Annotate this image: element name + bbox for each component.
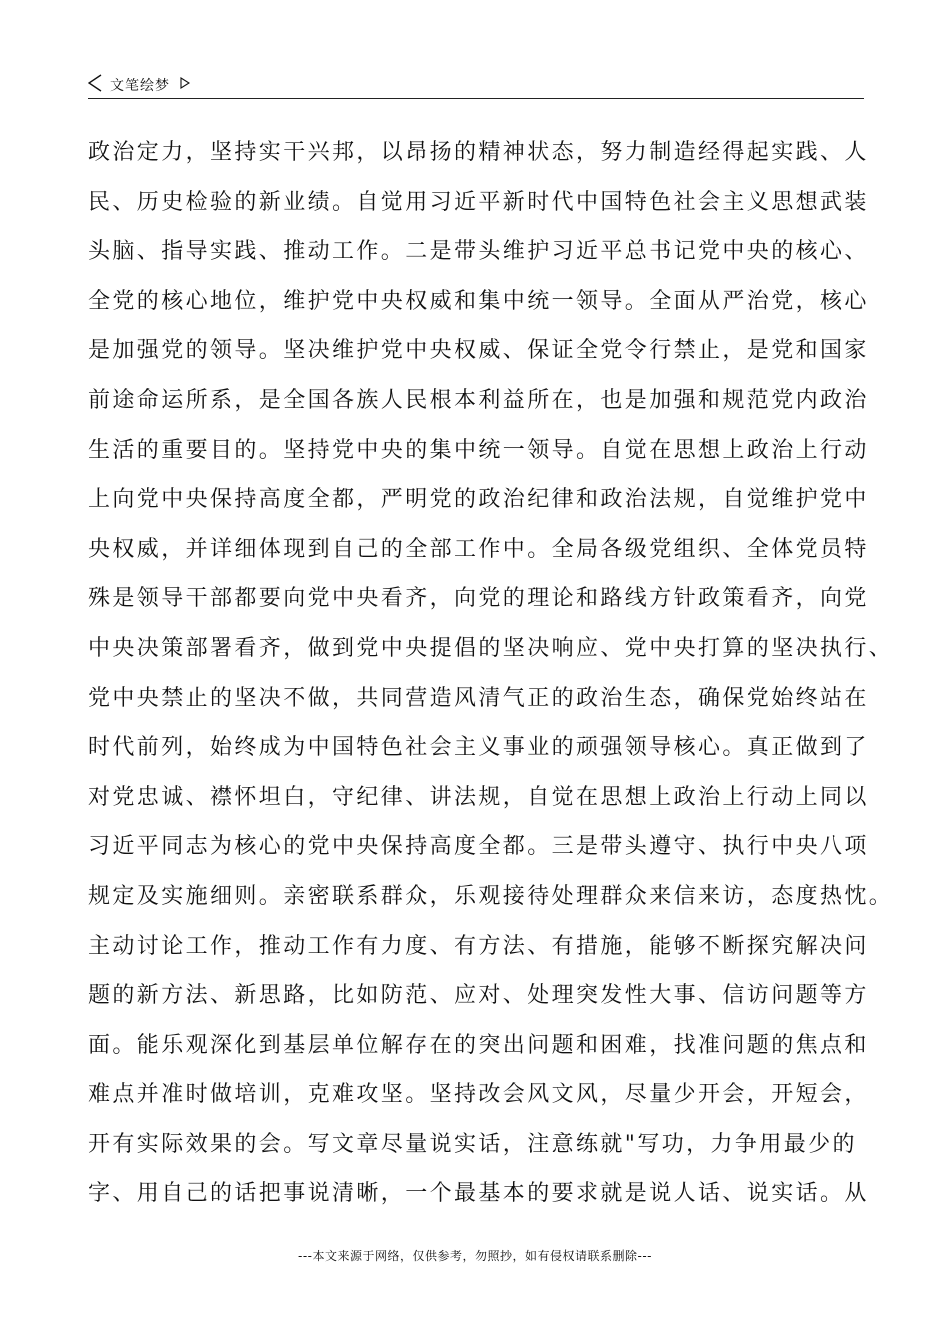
- text-line: 生活的重要目的。坚持党中央的集中统一领导。自觉在思想上政治上行动: [88, 437, 869, 463]
- text-line: 民、历史检验的新业绩。自觉用习近平新时代中国特色社会主义思想武装: [88, 189, 869, 215]
- text-line: 殊是领导干部都要向党中央看齐，向党的理论和路线方针政策看齐，向党: [88, 586, 869, 612]
- text-line: 时代前列，始终成为中国特色社会主义事业的顽强领导核心。真正做到了: [88, 735, 869, 761]
- text-line: 头脑、指导实践、推动工作。二是带头维护习近平总书记党中央的核心、: [88, 239, 869, 265]
- text-line: 习近平同志为核心的党中央保持高度全都。三是带头遵守、执行中央八项: [88, 834, 869, 860]
- text-line: 是加强党的领导。坚决维护党中央权威、保证全党令行禁止，是党和国家: [88, 338, 869, 364]
- text-line: 难点并准时做培训，克难攻坚。坚持改会风文风，尽量少开会，开短会，: [88, 1082, 869, 1108]
- text-line: 党中央禁止的坚决不做，共同营造风清气正的政治生态，确保党始终站在: [88, 685, 869, 711]
- text-line: 前途命运所系，是全国各族人民根本利益所在，也是加强和规范党内政治: [88, 387, 869, 413]
- text-line: 全党的核心地位，维护党中央权威和集中统一领导。全面从严治党，核心: [88, 288, 869, 314]
- page-header: [88, 72, 864, 99]
- text-line: 开有实际效果的会。写文章尽量说实话，注意练就"写功，力争用最少的: [88, 1131, 857, 1157]
- text-line: 央权威，并详细体现到自己的全部工作中。全局各级党组织、全体党员特: [88, 536, 869, 562]
- text-line: 中央决策部署看齐，做到党中央提倡的坚决响应、党中央打算的坚决执行、: [88, 635, 894, 661]
- text-line: 主动讨论工作，推动工作有力度、有方法、有措施，能够不断探究解决问: [88, 933, 869, 959]
- text-line: 题的新方法、新思路，比如防范、应对、处理突发性大事、信访问题等方: [88, 983, 869, 1009]
- text-line: 面。能乐观深化到基层单位解存在的突出问题和困难，找准问题的焦点和: [88, 1032, 869, 1058]
- text-line: 上向党中央保持高度全都，严明党的政治纪律和政治法规，自觉维护党中: [88, 487, 869, 513]
- triangle-right-outline-icon: [180, 77, 190, 89]
- document-body: [88, 128, 894, 1219]
- triangle-left-outline-icon: [88, 74, 102, 92]
- text-line: 规定及实施细则。亲密联系群众，乐观接待处理群众来信来访，态度热忱。: [88, 883, 894, 909]
- text-line: 对党忠诚、襟怀坦白，守纪律、讲法规，自觉在思想上政治上行动上同以: [88, 784, 869, 810]
- text-line: 政治定力，坚持实干兴邦，以昂扬的精神状态，努力制造经得起实践、人: [88, 140, 869, 165]
- header-title: 文笔绘梦: [110, 78, 170, 94]
- footer-disclaimer: ---本文来源于网络，仅供参考，勿照抄，如有侵权请联系删除---: [298, 1249, 652, 1263]
- text-line: 字、用自己的话把事说清晰，一个最基本的要求就是说人话、说实话。从: [88, 1181, 869, 1207]
